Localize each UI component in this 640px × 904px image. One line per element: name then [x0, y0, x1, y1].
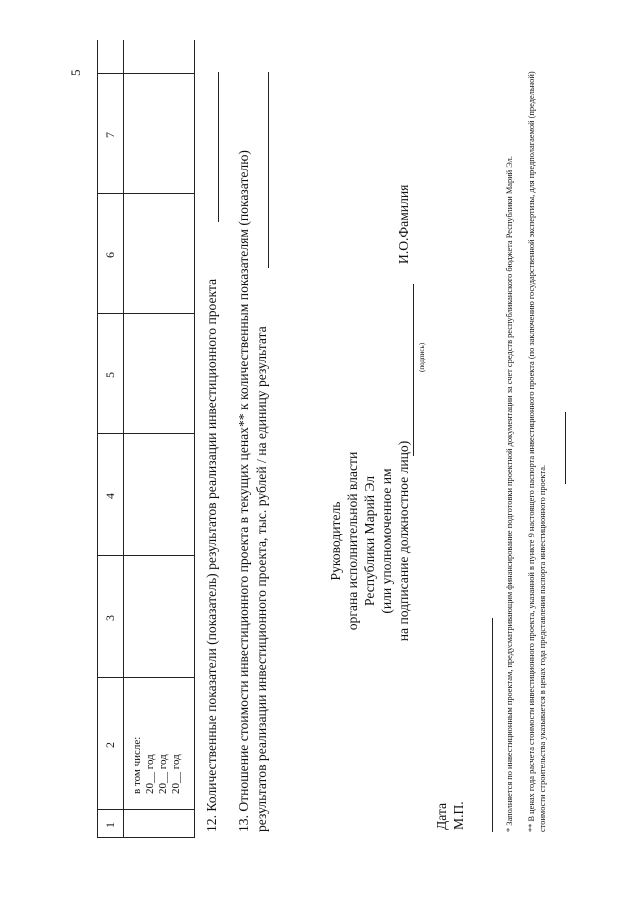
column-number-1: 1 — [103, 822, 117, 828]
table-header-border — [123, 40, 124, 838]
page-number: 5 — [68, 69, 83, 76]
table-col-divider — [97, 433, 194, 434]
footnote-separator — [492, 618, 493, 832]
footnote-1: * Заполняется по инвестиционным проектам, предусматривающим финансирование подготовки проектной документации за счет средств республиканского бюджета Республики Марий Эл. — [505, 156, 514, 832]
footnote-2: ** В ценах года расчета стоимости инвестиционного проекта, указанной в пункте 9 настоящего паспорта инвестиционного проекта (по заключению государственной экспертизы, для предполагаемой (предельной) стоимости строительства указывается в ценах года представления паспорта инвестиционного проекта. — [527, 71, 547, 832]
column-number-7: 7 — [103, 132, 117, 138]
table-col-divider — [97, 193, 194, 194]
signature-line — [413, 284, 414, 456]
year-row: 20__ год — [144, 754, 156, 794]
signatory-line: Руководитель — [328, 501, 343, 581]
year-row: 20__ год — [157, 754, 169, 794]
table-bottom-border — [194, 40, 195, 838]
signatory-line: Республики Марий Эл — [362, 475, 377, 607]
column-number-5: 5 — [103, 372, 117, 378]
item-13-fill-line — [268, 72, 269, 268]
item-13-line-2: результатов реализации инвестиционного проекта, тыс. рублей / на единицу результата — [254, 326, 269, 832]
table-col-divider — [97, 555, 194, 556]
table-col-divider — [97, 313, 194, 314]
footnote-separator — [565, 412, 566, 484]
signature-caption: (подпись) — [418, 342, 426, 372]
column-number-6: 6 — [103, 252, 117, 258]
item-12-fill-line — [218, 72, 219, 222]
year-row: 20__ год — [170, 754, 182, 794]
signatory-title — [327, 416, 412, 666]
column-number-3: 3 — [103, 615, 117, 621]
including-label: в том числе: — [131, 736, 143, 794]
signatory-line: органа исполнительной власти — [345, 451, 360, 631]
item-12-text: 12. Количественные показатели (показатель) результатов реализации инвестиционного проекта — [204, 278, 219, 832]
table-col-divider — [97, 837, 194, 838]
signatory-line: на подписание должностное лицо) — [396, 440, 411, 642]
column-number-2: 2 — [103, 742, 117, 748]
table-col-divider — [97, 73, 194, 74]
date-label: Дата — [434, 802, 449, 830]
signatory-name: И.О.Фамилия — [396, 184, 411, 264]
signatory-line: (или уполномоченное им — [379, 468, 394, 614]
table-col-divider — [97, 809, 194, 810]
table-col-divider — [97, 677, 194, 678]
stamp-label: М.П. — [451, 801, 466, 830]
item-13-line-1: 13. Отношение стоимости инвестиционного проекта в текущих ценах** к количественным показателям (показателю) — [236, 150, 251, 832]
table-top-border — [97, 40, 98, 838]
column-number-4: 4 — [103, 493, 117, 499]
